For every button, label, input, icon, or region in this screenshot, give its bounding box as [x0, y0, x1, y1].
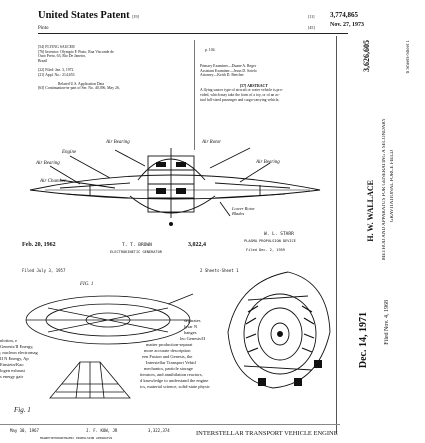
lower-mid-line: more accurate description [144, 348, 191, 353]
lower-mid-line: separates [184, 318, 201, 323]
lower-left-line: logen exhaust [0, 368, 25, 373]
patent-number-code: [11] [308, 14, 315, 19]
brown-name: T. T. BROWN [122, 243, 152, 248]
brown-filed: Filed July 3, 1957 [22, 268, 66, 273]
lower-mid-line: d knowledge to understand the engine [140, 378, 209, 383]
left-line: [54] FLYING SAUCER [38, 45, 75, 49]
left-line: Ouro Preto, 63, Rio De Janeiro, [38, 54, 87, 59]
fig-label-air-bearing-2: Air Bearing [36, 161, 60, 166]
lower-mid-line: Interstellar Transport Vehicl [146, 360, 197, 365]
inventor-short: Pinto [38, 26, 49, 31]
right-line: tual full-sized passenger and cargo-carrying vehicle, [200, 97, 280, 102]
fig1-label: FIG. 1 [80, 282, 94, 287]
right-line: Attorney—Keith D. Beecher [200, 73, 244, 78]
starr-title: PLASMA PROPULSION DEVICE [244, 239, 296, 243]
right-line: A flying saucer type of aircraft or water vehicle is pro- [200, 88, 283, 93]
lower-mid-line: ics, material science, solid-state physic [140, 384, 210, 389]
lower-left-line: ; nucleon electromag [0, 350, 38, 355]
left-line: [21] Appl. No.: 214,653 [38, 72, 75, 77]
engine-cutaway-drawing [218, 262, 336, 394]
wallace-title-line-2: GRAVITATIONAL FORCE FIELD [390, 150, 395, 223]
lower-left-text [0, 338, 38, 380]
lower-mid-line: iterators, and annihilation reactors, [140, 372, 203, 377]
fig-label-air-bearing-1: Air Bearing [106, 140, 130, 145]
patent-title-text: United States Patent [38, 10, 130, 21]
wallace-filed: Filed Nov. 4, 1968 [384, 300, 390, 345]
brown-date: Feb. 20, 1962 [22, 242, 56, 248]
wallace-patent-number: 3,626,605 [362, 40, 371, 72]
footer-number: 3,322,374 [148, 428, 170, 433]
starr-name: W. L. STARR [264, 232, 294, 237]
brown-sheets: 2 Sheets-Sheet 1 [200, 268, 239, 273]
lower-mid-line: lysar N [184, 324, 198, 329]
brown-title: ELECTROKINETIC GENERATOR [110, 250, 162, 254]
lower-left-line: II N Energy, Ap [0, 356, 29, 361]
wallace-inventor: H. W. WALLACE [366, 180, 375, 242]
left-bibliographic-column [38, 45, 188, 91]
lower-mid-line: hanges [184, 330, 197, 335]
footer-desc: MAGNETOHYDRODYNAMIC PROPULSION APPARATUS [40, 436, 113, 440]
right-divider [336, 36, 337, 434]
right-line: Primary Examiner—Duane A. Reger [200, 64, 257, 68]
right-line: [57] ABSTRACT [240, 83, 268, 88]
header-rule [38, 33, 348, 34]
brown-number: 3,022,4 [188, 242, 206, 248]
lower-mid-text [140, 318, 210, 390]
footer-name: J. F. KOW, JR [86, 428, 118, 433]
patent-header-title [38, 10, 139, 21]
page-ref: p. 104. [205, 48, 216, 52]
lower-left-line: Einstein/Kao [0, 362, 24, 367]
fig-label-air-chamber: Air Chamber [40, 179, 67, 184]
lower-mid-line: matter production-separat [146, 342, 193, 347]
fig-label-engine: Engine [62, 150, 77, 155]
left-line: Brazil [38, 58, 48, 63]
footer-date: May 30, 1967 [10, 428, 39, 433]
fig-label-air-rotor: Air Rotor [202, 140, 222, 145]
right-line: vided, which may take the form of a toy, or of an ac- [200, 92, 280, 97]
patent-date: Nov. 27, 1973 [330, 22, 365, 28]
wallace-sheets: 6 Sheets-Sheet 1 [406, 40, 411, 74]
column-divider [194, 40, 195, 150]
right-examiner-column [200, 64, 340, 102]
left-line: [63] Continuation-in-part of Ser. No. 40,396, May 26, [38, 86, 120, 91]
lower-fig-label: Fig. 1 [14, 406, 31, 414]
left-line: [22] Filed: Jan. 3, 1972 [38, 68, 74, 73]
fig-label-lower-rotor: Lower Rotor Blades [232, 206, 255, 216]
footer-rule [0, 424, 340, 425]
left-line: Related U.S. Application Data [58, 81, 105, 86]
right-line: Assistant Examiner—Jesus D. Sotelo [200, 68, 257, 73]
fig-label-air-bearing-3: Air Bearing [256, 160, 280, 165]
lower-mid-line: mechanics, particle storage [144, 366, 193, 371]
wallace-date: Dec. 14, 1971 [358, 312, 369, 369]
wallace-title-line-1: METHOD AND APPARATUS FOR GENERATING A SECONDARY [382, 118, 387, 261]
patent-number: 3,774,865 [330, 11, 358, 19]
lower-left-line: Genesis/II Energy, [0, 344, 34, 349]
left-line: [76] Inventor: Olympio F. Pinto, Rua Visconde de [38, 49, 114, 54]
patent-date-code: [45] [308, 25, 315, 30]
starr-filed: Filed Dec. 2, 1959 [246, 248, 285, 252]
cone-vehicle-drawing [40, 356, 140, 404]
lower-mid-line: leo Genesis/II [180, 336, 206, 341]
patent-title-code: [19] [132, 14, 139, 19]
footer-engine-title: INTERSTELLAR TRANSPORT VEHICLE ENGINE [196, 430, 338, 437]
lower-left-line: s energy gair [0, 374, 24, 379]
lower-mid-line: een Fusion and Genesis, the [142, 354, 193, 359]
lower-left-line: nlotion, e [0, 338, 17, 343]
